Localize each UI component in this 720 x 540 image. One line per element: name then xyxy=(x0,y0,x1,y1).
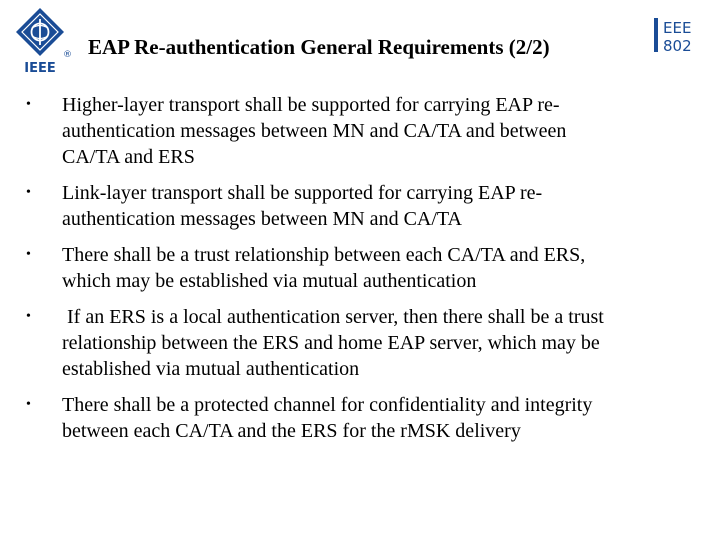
ieee-logo-icon xyxy=(6,4,74,76)
bullet-text: There shall be a protected channel for confidentiality and integrity between each CA/TA and the ERS for the rMSK delivery xyxy=(62,394,593,442)
bullet-dot: • xyxy=(26,397,31,412)
ieee-logo-mark: ® xyxy=(63,50,72,60)
bullet-item xyxy=(0,392,720,444)
bullet-item xyxy=(0,180,720,232)
ieee-802-logo-line2: 802 xyxy=(663,37,692,55)
bullet-item xyxy=(0,304,720,382)
bullet-item xyxy=(0,242,720,294)
bullet-dot: • xyxy=(26,185,31,200)
page-title: EAP Re-authentication General Requirements (2/2) xyxy=(88,35,550,59)
bullet-text: There shall be a trust relationship between each CA/TA and ERS, which may be established via mutual authentication xyxy=(62,244,586,292)
bullet-list xyxy=(0,92,720,444)
ieee-logo-text: IEEE xyxy=(24,61,56,76)
bullet-dot: • xyxy=(26,309,31,324)
bullet-text: Link-layer transport shall be supported for carrying EAP re- authentication messages between MN and CA/TA xyxy=(62,182,543,230)
bullet-item xyxy=(0,92,720,170)
bullet-text: Higher-layer transport shall be supported for carrying EAP re- authentication messages between MN and CA/TA and between CA/TA and ERS xyxy=(62,94,567,168)
bullet-dot: • xyxy=(26,247,31,262)
bullet-text: If an ERS is a local authentication server, then there shall be a trust relationship between the ERS and home EAP server, which may be established via mutual authentication xyxy=(62,306,604,380)
bullet-dot: • xyxy=(26,97,31,112)
ieee-802-logo-icon xyxy=(652,14,708,58)
ieee-802-logo-line1: EEE xyxy=(663,19,692,37)
